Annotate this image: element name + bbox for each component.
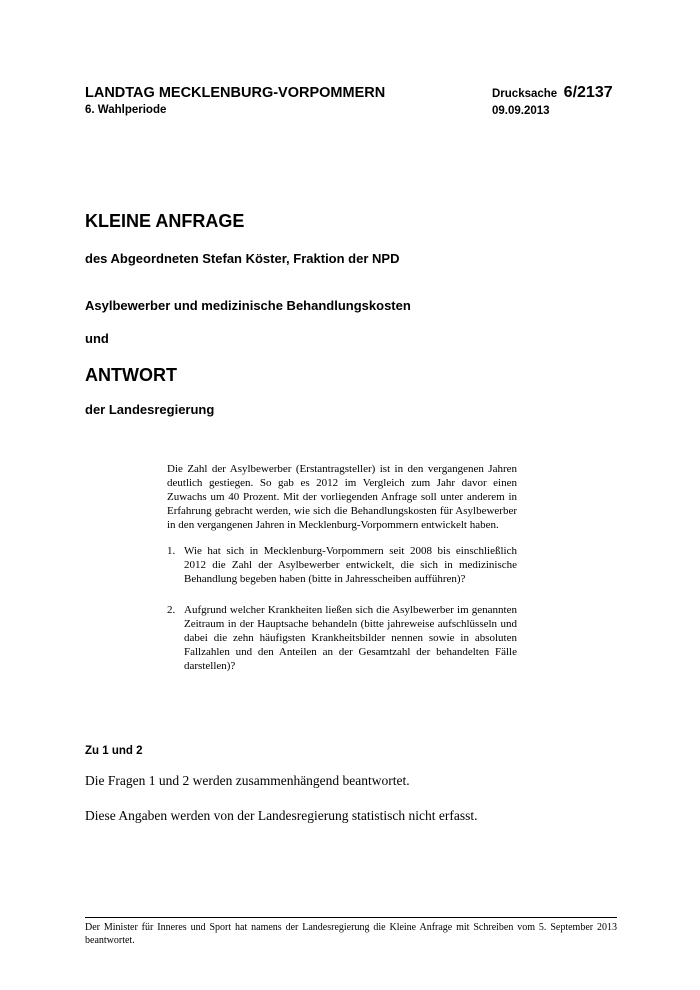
- question-number: 1.: [167, 545, 176, 557]
- drucksache-label: Drucksache: [492, 88, 558, 100]
- respondent-line: der Landesregierung: [85, 402, 215, 417]
- document-header-left: [85, 84, 465, 117]
- document-date: 09.09.2013: [492, 105, 550, 117]
- und-line: und: [85, 331, 109, 346]
- question-text: Wie hat sich in Mecklenburg-Vorpommern seit 2008 bis einschließlich 2012 die Zahl der Asylbewerber entwickelt, die sich in medizinische Behandlung begeben haben (bitte in Jahresscheiben aufführen)?: [184, 545, 517, 585]
- kleine-anfrage-heading: KLEINE ANFRAGE: [85, 211, 245, 231]
- question-number: 2.: [167, 604, 176, 616]
- legislative-period: 6. Wahlperiode: [85, 104, 167, 116]
- author-line: des Abgeordneten Stefan Köster, Fraktion der NPD: [85, 251, 400, 266]
- question-block: [167, 462, 517, 673]
- drucksache-number: 6/2137: [563, 84, 613, 101]
- question-item: [167, 603, 517, 673]
- question-text: Aufgrund welcher Krankheiten ließen sich die Asylbewerber im genannten Zeitraum in der Hauptsache behandeln (bitte jahreweise aufschlüsseln und dabei die zehn häufigsten Krankheitsbilder nennen sowie in absoluten Fallzahlen und den Anteilen an der Gesamtzahl der behandelten Fälle darstellen)?: [184, 604, 517, 672]
- question-item: [167, 544, 517, 586]
- answer-paragraph: Diese Angaben werden von der Landesregierung statistisch nicht erfasst.: [85, 808, 478, 823]
- answer-paragraph: Die Fragen 1 und 2 werden zusammenhängend beantwortet.: [85, 773, 410, 788]
- document-header-right: [492, 84, 642, 118]
- drucksache-reference: [492, 84, 642, 103]
- answer-heading: Zu 1 und 2: [85, 745, 143, 757]
- question-intro: Die Zahl der Asylbewerber (Erstantragsteller) ist in den vergangenen Jahren deutlich gestiegen. So gab es 2012 im Vergleich zum Jahr davor einen Zuwachs um 40 Prozent. Mit der vorliegenden Anfrage soll unter anderem in Erfahrung gebracht werden, wie sich die Behandlungskosten für Asylbewerber in den vergangenen Jahren in Mecklenburg-Vorpommern entwickelt haben.: [167, 463, 517, 531]
- subject-line: Asylbewerber und medizinische Behandlungskosten: [85, 298, 411, 313]
- footer-divider: [85, 917, 617, 918]
- antwort-heading: ANTWORT: [85, 365, 177, 385]
- footer-note: Der Minister für Inneres und Sport hat namens der Landesregierung die Kleine Anfrage mit Schreiben vom 5. September 2013 beantwortet.: [85, 922, 617, 946]
- parliament-name: LANDTAG MECKLENBURG-VORPOMMERN: [85, 85, 386, 101]
